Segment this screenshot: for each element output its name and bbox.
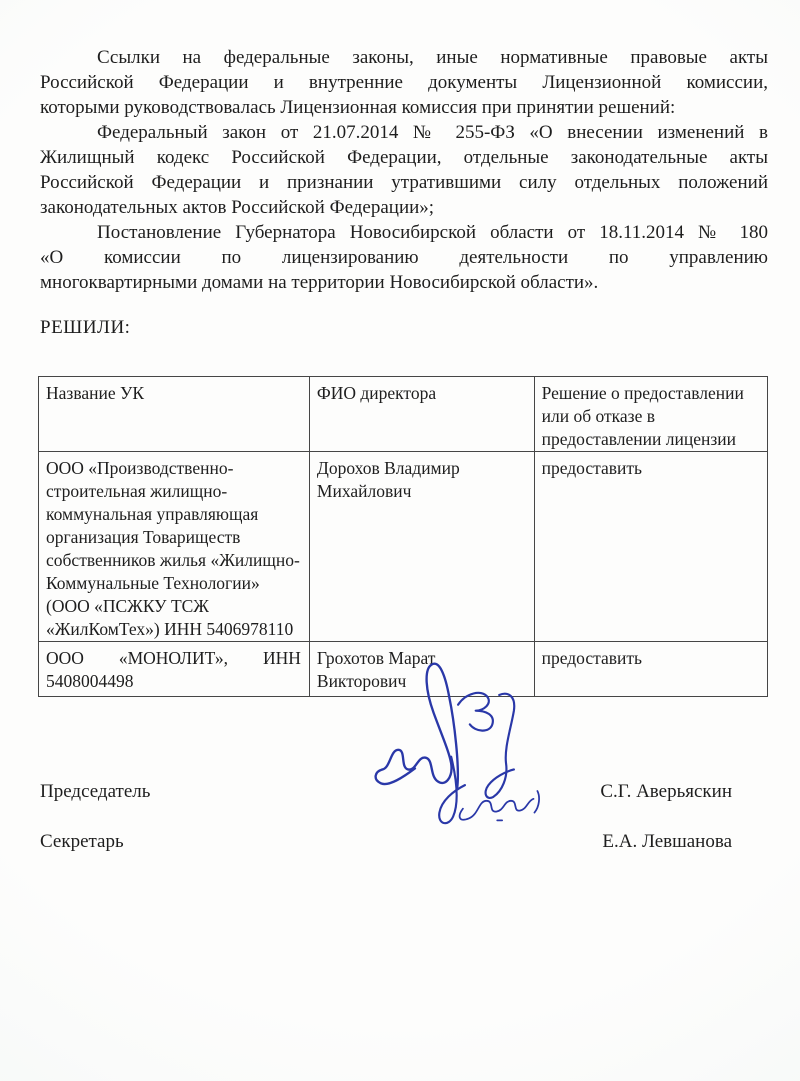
signature-role-chairman: Председатель: [40, 781, 151, 802]
table-cell-decision-2: предоставить: [541, 648, 643, 668]
signature-row-secretary: [40, 829, 768, 854]
paragraph-governor-decree: Постановление Губернатора Новосибирской области от 18.11.2014 № 180 «О комиссии по лицензированию деятельности по управлению многоквартирными домами на территории Новосибирской области».: [40, 222, 768, 293]
table-cell-decision-1: предоставить: [541, 458, 643, 478]
paragraph-legal-references: Ссылки на федеральные законы, иные нормативные правовые акты Российской Федерации и внутренние документы Лицензионной комиссии, которыми руководствовалась Лицензионная комиссия при принятии решений:: [40, 47, 768, 118]
signature-role-secretary: Секретарь: [40, 831, 124, 852]
signature-block: [40, 779, 768, 854]
signature-name-chairman: С.Г. Аверьяскин: [600, 781, 732, 802]
table-cell-director-1: Дорохов Владимир Михайлович: [316, 458, 460, 501]
table-header-row: [39, 377, 768, 452]
decision-heading: РЕШИЛИ:: [40, 317, 131, 338]
document-content: [40, 45, 768, 854]
table-cell-director-2: Грохотов Марат Викторович: [316, 648, 436, 691]
license-decision-table: [38, 376, 768, 697]
signature-name-secretary: Е.А. Левшанова: [602, 831, 732, 852]
table-header-company-name: Название УК: [46, 383, 145, 403]
table-row: [39, 452, 768, 642]
table-cell-company-1: ООО «Производственно- строительная жилищно- коммунальная управляющая организация Товариществ собственников жилья «Жилищно- Коммунальные Технологии» (ООО «ПСЖКУ ТСЖ «ЖилКомТех») ИНН 5406978110: [46, 458, 300, 639]
table-cell-company-2: ООО «МОНОЛИТ», ИНН 5408004498: [46, 648, 301, 691]
signature-row-chairman: [40, 779, 768, 804]
table-header-director-name: ФИО директора: [316, 383, 437, 403]
table-header-decision: Решение о предоставлении или об отказе в предоставлении лицензии: [541, 383, 744, 449]
table-row: [39, 642, 768, 697]
paragraph-federal-law: Федеральный закон от 21.07.2014 № 255-ФЗ «О внесении изменений в Жилищный кодекс Российской Федерации, отдельные законодательные акты Российской Федерации и признании утратившими силу отдельных положений законодательных актов Российской Федерации»;: [40, 122, 768, 218]
